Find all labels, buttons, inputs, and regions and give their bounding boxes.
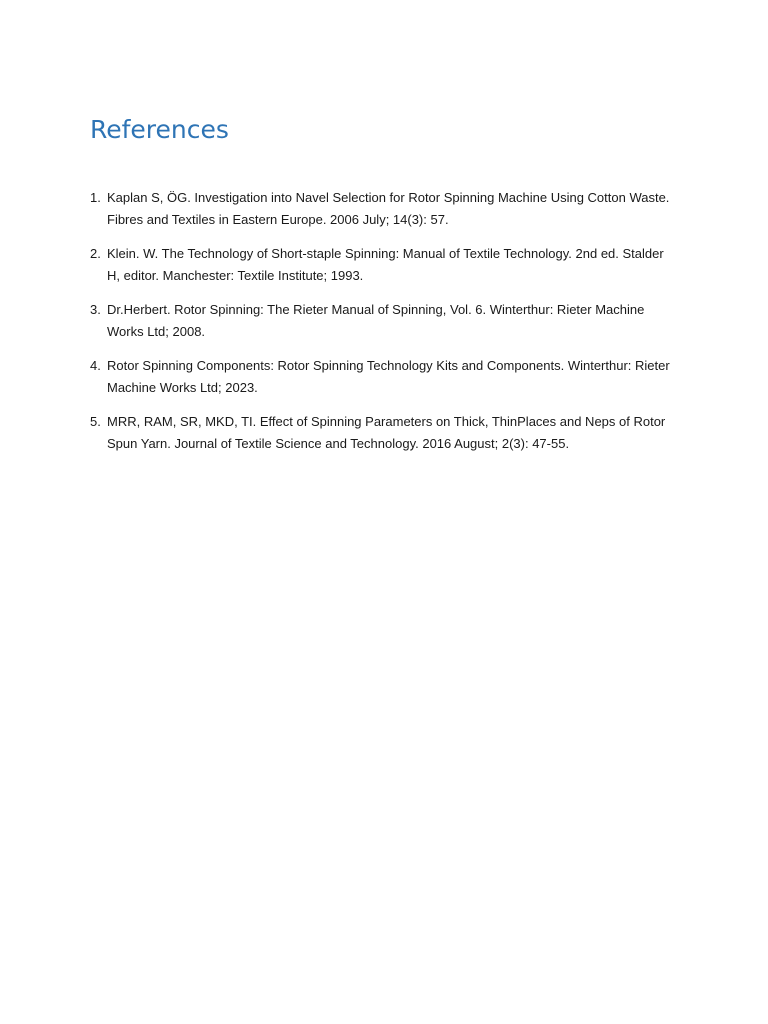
reference-text: Rotor Spinning Components: Rotor Spinning Technology Kits and Components. Winterthur: Rieter Machine Works Ltd; 2023. [107, 358, 670, 395]
reference-item [90, 187, 680, 231]
references-heading: References [90, 115, 229, 144]
reference-text: Kaplan S, ÖG. Investigation into Navel Selection for Rotor Spinning Machine Using Cotton Waste. Fibres and Textiles in Eastern Europe. 2006 July; 14(3): 57. [107, 190, 670, 227]
reference-text: Dr.Herbert. Rotor Spinning: The Rieter Manual of Spinning, Vol. 6. Winterthur: Rieter Machine Works Ltd; 2008. [107, 302, 645, 339]
reference-number: 1. [90, 190, 101, 205]
reference-number: 3. [90, 302, 101, 317]
reference-item [90, 243, 680, 287]
reference-number: 2. [90, 246, 101, 261]
reference-item [90, 355, 680, 399]
reference-item [90, 299, 680, 343]
references-list [90, 187, 680, 467]
reference-text: Klein. W. The Technology of Short-staple Spinning: Manual of Textile Technology. 2nd ed. Stalder H, editor. Manchester: Textile Institute; 1993. [107, 246, 664, 283]
reference-number: 4. [90, 358, 101, 373]
reference-item [90, 411, 680, 455]
reference-number: 5. [90, 414, 101, 429]
reference-text: MRR, RAM, SR, MKD, TI. Effect of Spinning Parameters on Thick, ThinPlaces and Neps of Rotor Spun Yarn. Journal of Textile Science and Technology. 2016 August; 2(3): 47-55. [107, 414, 666, 451]
